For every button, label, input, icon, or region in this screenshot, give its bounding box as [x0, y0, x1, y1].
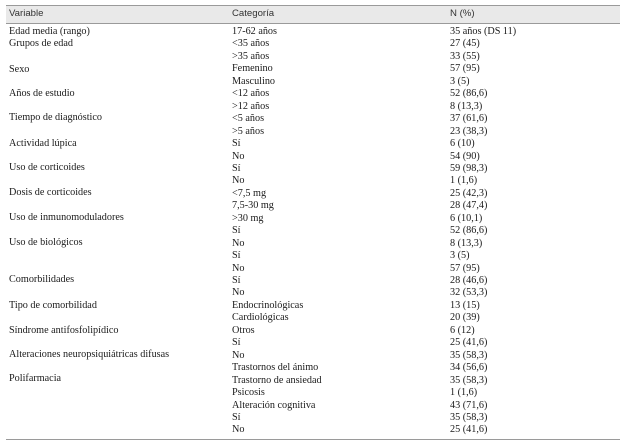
category-cell: No: [232, 175, 245, 186]
category-cell: >35 años: [232, 51, 270, 62]
variable-label: Actividad lúpica: [9, 138, 77, 149]
variable-label: Sexo: [9, 64, 30, 75]
category-cell: <35 años: [232, 38, 270, 49]
n-percent-cell: 6 (12): [450, 325, 475, 336]
variable-label: Años de estudio: [9, 88, 75, 99]
n-percent-cell: 6 (10): [450, 138, 475, 149]
n-percent-cell: 20 (39): [450, 312, 480, 323]
category-cell: Sí: [232, 275, 241, 286]
n-percent-cell: 28 (47,4): [450, 200, 488, 211]
variable-label: Uso de inmunomoduladores: [9, 212, 124, 223]
category-cell: Alteración cognitiva: [232, 400, 316, 411]
category-cell: Trastorno de ansiedad: [232, 375, 322, 386]
variable-label: Uso de biológicos: [9, 237, 83, 248]
n-percent-cell: 6 (10,1): [450, 213, 483, 224]
n-percent-cell: 37 (61,6): [450, 113, 488, 124]
variable-label: Tiempo de diagnóstico: [9, 112, 103, 123]
category-cell: Sí: [232, 163, 241, 174]
category-cell: No: [232, 424, 245, 435]
n-percent-cell: 52 (86,6): [450, 88, 488, 99]
n-percent-cell: 59 (98,3): [450, 163, 488, 174]
data-table: [6, 5, 620, 440]
variable-label: Edad media (rango): [9, 26, 90, 37]
n-percent-cell: 8 (13,3): [450, 101, 483, 112]
n-percent-cell: 25 (42,3): [450, 188, 488, 199]
n-percent-cell: 28 (46,6): [450, 275, 488, 286]
header-categoria: Categoría: [232, 8, 275, 19]
variable-label: Alteraciones neuropsiquiátricas difusas: [9, 349, 170, 360]
category-cell: Cardiológicas: [232, 312, 289, 323]
n-percent-cell: 27 (45): [450, 38, 480, 49]
category-cell: No: [232, 287, 245, 298]
n-percent-cell: 32 (53,3): [450, 287, 488, 298]
category-cell: Psicosis: [232, 387, 265, 398]
category-cell: Sí: [232, 138, 241, 149]
n-percent-cell: 57 (95): [450, 63, 480, 74]
category-cell: No: [232, 238, 245, 249]
n-percent-cell: 35 años (DS 11): [450, 26, 517, 37]
category-cell: 17-62 años: [232, 26, 277, 37]
n-percent-cell: 35 (58,3): [450, 350, 488, 361]
category-cell: No: [232, 350, 245, 361]
n-percent-cell: 57 (95): [450, 263, 480, 274]
variable-label: Polifarmacia: [9, 373, 62, 384]
category-cell: >5 años: [232, 126, 265, 137]
n-percent-cell: 23 (38,3): [450, 126, 488, 137]
category-cell: Sí: [232, 337, 241, 348]
n-percent-cell: 54 (90): [450, 151, 480, 162]
variable-label: Síndrome antifosfolipídico: [9, 325, 119, 336]
n-percent-cell: 34 (56,6): [450, 362, 488, 373]
category-cell: Sí: [232, 412, 241, 423]
n-percent-cell: 25 (41,6): [450, 424, 488, 435]
n-percent-cell: 52 (86,6): [450, 225, 488, 236]
n-percent-cell: 35 (58,3): [450, 375, 488, 386]
table-header: [6, 6, 620, 24]
variable-label: Comorbilidades: [9, 274, 75, 285]
n-percent-cell: 33 (55): [450, 51, 480, 62]
n-percent-cell: 25 (41,6): [450, 337, 488, 348]
category-cell: Otros: [232, 325, 255, 336]
category-cell: <12 años: [232, 88, 270, 99]
category-cell: Endocrinológicas: [232, 300, 304, 311]
variable-label: Dosis de corticoides: [9, 187, 92, 198]
variable-label: Uso de corticoides: [9, 162, 85, 173]
category-cell: >30 mg: [232, 213, 264, 224]
category-cell: No: [232, 151, 245, 162]
n-percent-cell: 43 (71,6): [450, 400, 488, 411]
category-cell: Femenino: [232, 63, 273, 74]
n-percent-cell: 1 (1,6): [450, 175, 478, 186]
category-cell: 7,5-30 mg: [232, 200, 274, 211]
n-percent-cell: 13 (15): [450, 300, 480, 311]
n-percent-cell: 3 (5): [450, 250, 470, 261]
category-cell: No: [232, 263, 245, 274]
variable-label: Grupos de edad: [9, 38, 73, 49]
category-cell: Trastornos del ánimo: [232, 362, 319, 373]
n-percent-cell: 3 (5): [450, 76, 470, 87]
variable-label: Tipo de comorbilidad: [9, 300, 97, 311]
category-cell: Masculino: [232, 76, 276, 87]
category-cell: >12 años: [232, 101, 270, 112]
category-cell: Sí: [232, 225, 241, 236]
n-percent-cell: 35 (58,3): [450, 412, 488, 423]
header-n: N (%): [450, 8, 475, 19]
header-variable: Variable: [9, 8, 44, 19]
category-cell: Sí: [232, 250, 241, 261]
category-cell: <5 años: [232, 113, 265, 124]
n-percent-cell: 8 (13,3): [450, 238, 483, 249]
n-percent-cell: 1 (1,6): [450, 387, 478, 398]
category-cell: <7,5 mg: [232, 188, 267, 199]
